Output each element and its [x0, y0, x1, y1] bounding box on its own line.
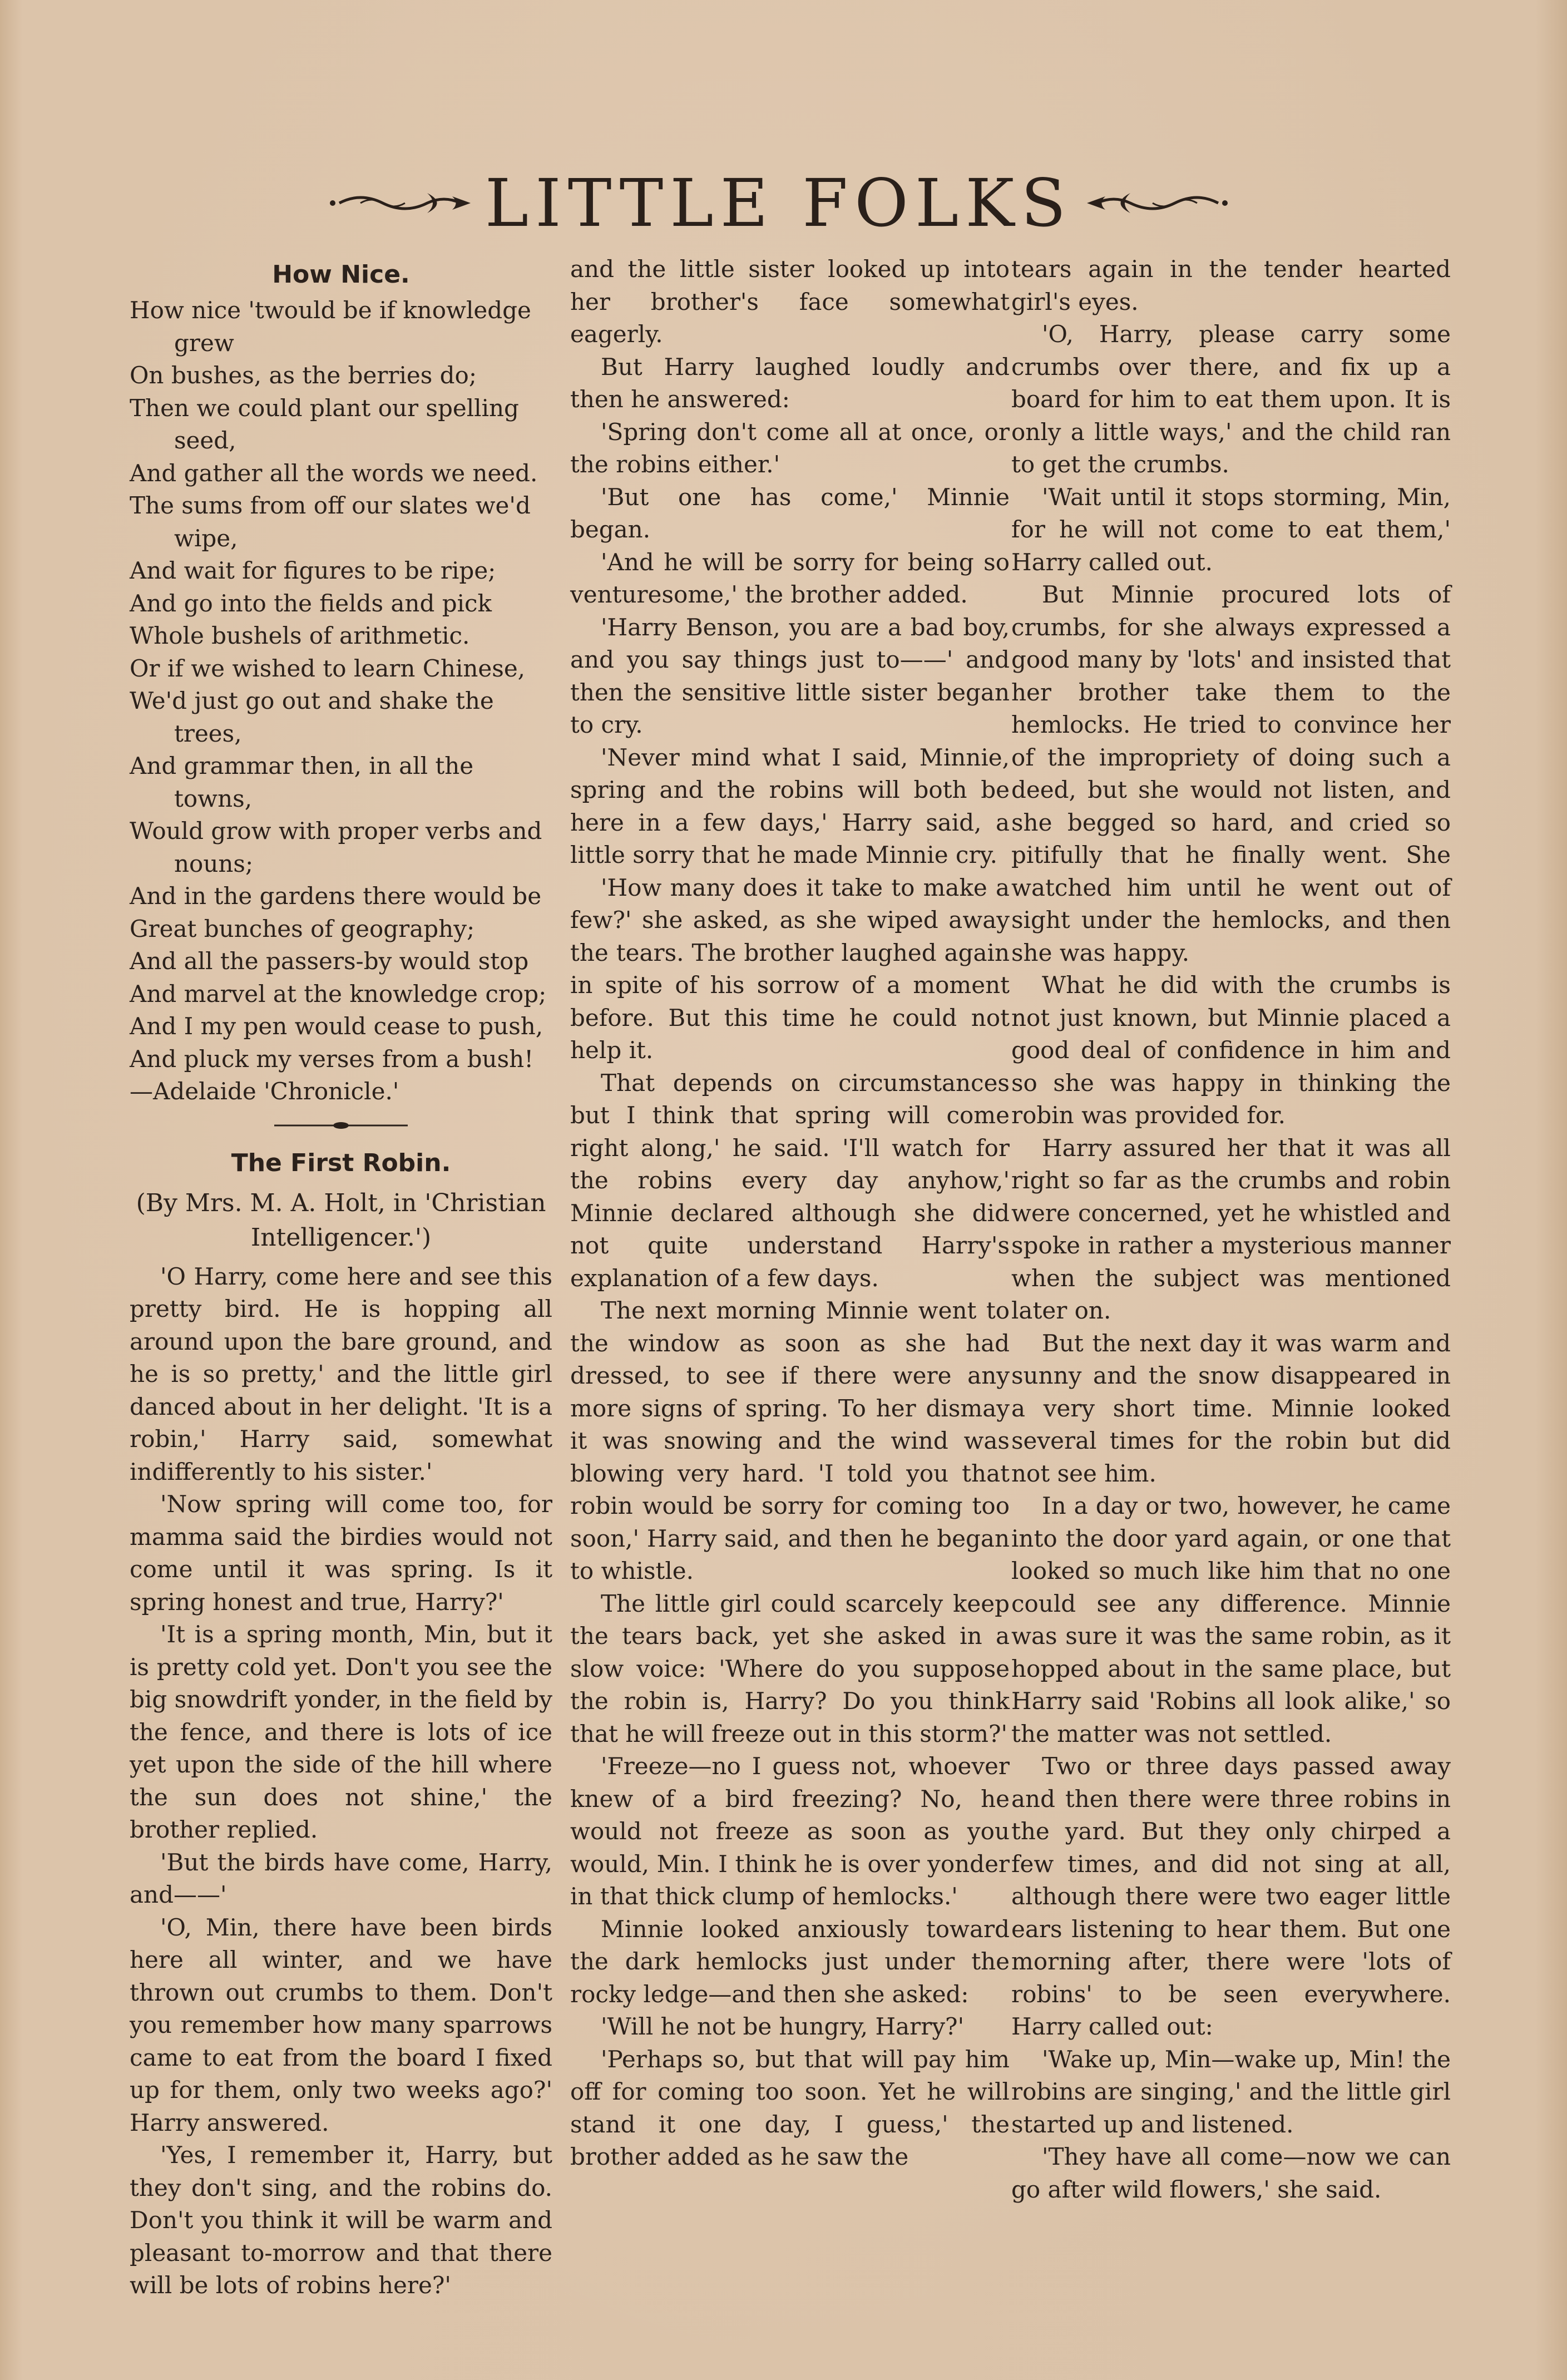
poem-line: And go into the fields and pick [130, 589, 492, 617]
story-paragraph-continued: and the little sister looked up into her brother's face somewhat eagerly. [570, 255, 1010, 348]
story-paragraph: 'It is a spring month, Min, but it is pretty cold yet. Don't you see the big snowdrift yonder, in the field by the fence, and there is lots of ice yet upon the side of the hill where the sun does not shine,' the brother replied. [130, 1621, 552, 1843]
story-paragraph: 'Harry Benson, you are a bad boy, and you say things just to——' and then the sensitive little sister began to cry. [570, 613, 1010, 738]
story-paragraph: 'How many does it take to make a few?' she asked, as she wiped away the tears. The brother laughed again in spite of his sorrow of a moment before. But this time he could not help it. [570, 873, 1010, 1064]
story-paragraph: 'Freeze—no I guess not, whoever knew of a bird freezing? No, he would not freeze as soon as you would, Min. I think he is over yonder in that thick clump of hemlocks.' [570, 1752, 1010, 1910]
story-paragraph: The little girl could scarcely keep the tears back, yet she asked in a slow voice: 'Where do you suppose the robin is, Harry? Do you think that he will freeze out in this storm?' [570, 1589, 1010, 1747]
story-byline: (By Mrs. M. A. Holt, in 'Christian Intelligencer.') [136, 1188, 546, 1252]
poem-line: Whole bushels of arithmetic. [130, 622, 470, 649]
story-paragraph: Harry assured her that it was all right so far as the crumbs and robin were concerned, yet he whistled and spoke in rather a mysterious manner when the subject was mentioned later on. [1011, 1134, 1451, 1324]
story-paragraph: That depends on circumstances but I think that spring will come right along,' he said. 'I'll watch for the robins every day anyhow,' Minnie declared although she did not quite understand Harry's explanation of a few days. [570, 1069, 1010, 1292]
poem-line: The sums from off our slates we'd wipe, [130, 492, 531, 552]
page-title: LITTLE FOLKS [485, 165, 1073, 241]
story-paragraph: But Harry laughed loudly and then he answered: [570, 353, 1010, 413]
story-paragraph: 'O, Harry, please carry some crumbs over there, and fix up a board for him to eat them upon. It is only a little ways,' and the child ran to get the crumbs. [1011, 320, 1451, 478]
story-paragraph: 'Now spring will come too, for mamma said the birdies would not come until it was spring. Is it spring honest and true, Harry?' [130, 1490, 552, 1616]
poem-line: Great bunches of geography; [130, 915, 475, 942]
poem-line: And in the gardens there would be [130, 882, 542, 910]
poem-line: And all the passers-by would stop [130, 947, 529, 975]
poem-line: And marvel at the knowledge crop; [130, 980, 547, 1008]
story-paragraph: The next morning Minnie went to the window as soon as she had dressed, to see if there were any more signs of spring. To her dismay it was snowing and the wind was blowing very hard. 'I told you that robin would be sorry for coming too soon,' Harry said, and then he began to whistle. [570, 1297, 1010, 1584]
poem-body [130, 294, 552, 1108]
story-paragraph: 'Perhaps so, but that will pay him off for coming too soon. Yet he will stand it one day, I guess,' the brother added as he saw the [570, 2045, 1010, 2170]
poem-line: And grammar then, in all the towns, [130, 752, 474, 812]
poem-line: Then we could plant our spelling seed, [130, 394, 519, 454]
story-paragraph: 'Wait until it stops storming, Min, for he will not come to eat them,' Harry called out. [1011, 483, 1451, 576]
story-paragraph: 'Spring don't come all at once, or the robins either.' [570, 418, 1010, 478]
left-flourish-ornament [327, 181, 472, 225]
poem-line: Would grow with proper verbs and nouns; [130, 817, 542, 877]
poem-title: How Nice. [272, 260, 410, 289]
story-paragraph: 'And he will be sorry for being so venturesome,' the brother added. [570, 548, 1010, 608]
poem-line: How nice 'twould be if knowledge grew [130, 297, 531, 357]
column-2 [570, 253, 1010, 2250]
story-paragraph: Two or three days passed away and then there were three robins in the yard. But they only chirped a few times, and did not sing at all, although there were two eager little ears listening to hear them. But one morning after, there were 'lots of robins' to be seen everywhere. Harry called out: [1011, 1752, 1451, 2040]
poem-line: Or if we wished to learn Chinese, [130, 654, 526, 682]
poem-line: And wait for figures to be ripe; [130, 557, 496, 584]
story-paragraph: 'Wake up, Min—wake up, Min! the robins are singing,' and the little girl started up and listened. [1011, 2045, 1451, 2138]
story-paragraph: 'But one has come,' Minnie began. [570, 483, 1010, 543]
poem-line: We'd just go out and shake the trees, [130, 687, 494, 747]
poem-line: On bushes, as the berries do; [130, 362, 477, 389]
story-paragraph: But Minnie procured lots of crumbs, for she always expressed a good many by 'lots' and insisted that her brother take them to the hemlocks. He tried to convince her of the impropriety of doing such a deed, but she would not listen, and she begged so hard, and cried so pitifully that he finally went. She watched him until he went out of sight under the hemlocks, and then she was happy. [1011, 581, 1451, 966]
story-title: The First Robin. [231, 1148, 451, 1177]
story-paragraph: Minnie looked anxiously toward the dark hemlocks just under the rocky ledge—and then she asked: [570, 1915, 1010, 2008]
column-3 [1011, 253, 1451, 2250]
story-paragraph-continued: tears again in the tender hearted girl's eyes. [1011, 255, 1451, 315]
story-paragraph: 'But the birds have come, Harry, and——' [130, 1848, 552, 1908]
story-paragraph: In a day or two, however, he came into the door yard again, or one that looked so much like him that no one could see any difference. Minnie was sure it was the same robin, as it hopped about in the same place, but Harry said 'Robins all look alike,' so the matter was not settled. [1011, 1492, 1451, 1747]
poem-line: And gather all the words we need. [130, 459, 538, 487]
story-paragraph: 'They have all come—now we can go after wild flowers,' she said. [1011, 2143, 1451, 2203]
poem-line: And I my pen would cease to push, [130, 1013, 543, 1040]
right-flourish-ornament [1086, 181, 1230, 225]
story-paragraph: What he did with the crumbs is not just known, but Minnie placed a good deal of confidence in him and so she was happy in thinking the robin was provided for. [1011, 971, 1451, 1129]
page-header [300, 161, 1257, 245]
story-paragraph: 'Will he not be hungry, Harry?' [601, 2013, 965, 2040]
column-1 [130, 253, 552, 2299]
poem-line: And pluck my verses from a bush! [130, 1045, 534, 1073]
section-divider [130, 1112, 552, 1139]
poem-attribution: —Adelaide 'Chronicle.' [130, 1078, 399, 1105]
story-paragraph: 'Yes, I remember it, Harry, but they don't sing, and the robins do. Don't you think it will be warm and pleasant to-morrow and that there will be lots of robins here?' [130, 2141, 552, 2299]
story-paragraph: But the next day it was warm and sunny and the snow disappeared in a very short time. Minnie looked several times for the robin but did not see him. [1011, 1329, 1451, 1487]
story-paragraph: 'Never mind what I said, Minnie, spring and the robins will both be here in a few days,' Harry said, a little sorry that he made Minnie cry. [570, 743, 1010, 868]
story-paragraph: 'O Harry, come here and see this pretty bird. He is hopping all around upon the bare ground, and he is so pretty,' and the little girl danced about in her delight. 'It is a robin,' Harry said, somewhat indifferently to his sister.' [130, 1262, 552, 1485]
story-paragraph: 'O, Min, there have been birds here all winter, and we have thrown out crumbs to them. Don't you remember how many sparrows came to eat from the board I fixed up for them, only two weeks ago?' Harry answered. [130, 1913, 552, 2136]
